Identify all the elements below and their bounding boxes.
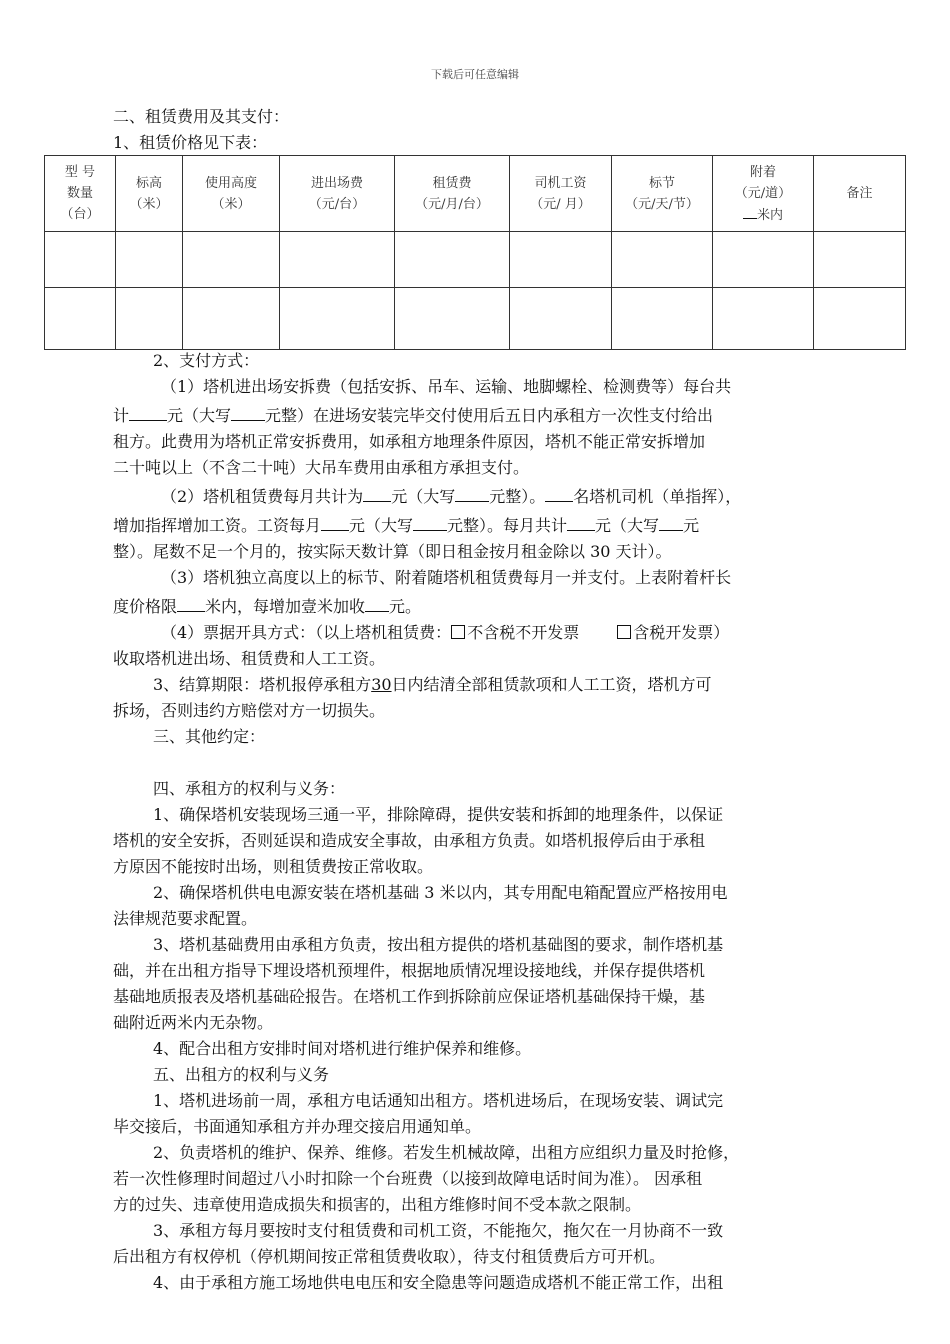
- paragraph: 2、确保塔机供电电源安装在塔机基础 3 米以内，其专用配电箱配置应严格按用电: [153, 883, 728, 902]
- checkbox-with-tax[interactable]: [617, 625, 631, 639]
- section-title: 四、承租方的权利与义务：: [153, 779, 346, 798]
- paragraph: 法律规范要求配置。: [113, 909, 258, 928]
- paragraph: 收取塔机进出场、租赁费和人工工资。: [113, 649, 386, 668]
- paragraph: 4、配合出租方安排时间对塔机进行维护保养和维修。: [153, 1039, 532, 1058]
- paragraph: 拆场，否则违约方赔偿对方一切损失。: [113, 701, 386, 720]
- payment-title: 2、支付方式：: [153, 351, 260, 370]
- paragraph: 方原因不能按时出场，则租赁费按正常收取。: [113, 857, 434, 876]
- paragraph: 1、塔机进场前一周，承租方电话通知出租方。塔机进场后，在现场安装、调试完: [153, 1091, 724, 1110]
- paragraph: 3、结算期限：塔机报停承租方30日内结清全部租赁款项和人工工资，塔机方可: [153, 675, 712, 694]
- header-cell-note: 备注: [814, 156, 906, 232]
- paragraph: 二十吨以上（不含二十吨）大吊车费用由承租方承担支付。: [113, 458, 530, 477]
- paragraph: 后出租方有权停机（停机期间按正常租赁费收取），待支付租赁费后方可开机。: [113, 1247, 666, 1266]
- paragraph: 塔机的安全安拆，否则延误和造成安全事故，由承租方负责。如塔机报停后由于承租: [113, 831, 706, 850]
- paragraph: 4、由于承租方施工场地供电电压和安全隐患等问题造成塔机不能正常工作，出租: [153, 1273, 724, 1292]
- contract-page: [113, 104, 838, 156]
- paragraph: （4）票据开具方式：（以上塔机租赁费： 不含税不开发票 含税开发票）: [161, 623, 730, 642]
- paragraph: 计 元（大写 元整）在进场安装完毕交付使用后五日内承租方一次性支付给出: [113, 400, 838, 429]
- paragraph: （3）塔机独立高度以上的标节、附着随塔机租赁费每月一并支付。上表附着杆长: [161, 568, 732, 587]
- paragraph: 础附近两米内无杂物。: [113, 1013, 274, 1032]
- paragraph: 整）。尾数不足一个月的，按实际天数计算（即日租金按月租金除以 30 天计）。: [113, 542, 672, 561]
- page-header: 下载后可任意编辑: [431, 68, 519, 81]
- header-cell-rent: 租赁费 （元/月/台）: [395, 156, 510, 232]
- paragraph: 若一次性修理时间超过八小时扣除一个台班费（以接到故障电话时间为准）。 因承租: [113, 1169, 703, 1188]
- header-cell-inout-fee: 进出场费 （元/台）: [280, 156, 395, 232]
- section-title: 三、其他约定：: [153, 727, 266, 746]
- paragraph: 1、确保塔机安装现场三通一平，排除障碍，提供安装和拆卸的地理条件，以保证: [153, 805, 724, 824]
- table-row: [45, 288, 906, 350]
- rental-price-table: [44, 155, 906, 350]
- paragraph: （1）塔机进出场安拆费（包括安拆、吊车、运输、地脚螺栓、检测费等）每台共: [161, 377, 732, 396]
- table-header-row: [45, 156, 906, 232]
- section-title: 二、租赁费用及其支付：: [113, 107, 290, 126]
- header-cell-attachment: 附着 （元/道） 米内: [713, 156, 814, 232]
- paragraph: 础，并在出租方指导下埋设塔机预埋件，根据地质情况埋设接地线，并保存提供塔机: [113, 961, 706, 980]
- paragraph: （2）塔机租赁费每月共计为 元（大写 元整）。 名塔机司机（单指挥），: [113, 481, 838, 510]
- header-cell-height: 标高 （米）: [116, 156, 183, 232]
- paragraph: 基础地质报表及塔机基础砼报告。在塔机工作到拆除前应保证塔机基础保持干燥，基: [113, 987, 706, 1006]
- header-cell-section: 标节 （元/天/节）: [612, 156, 713, 232]
- paragraph: 租方。此费用为塔机正常安拆费用，如承租方地理条件原因，塔机不能正常安拆增加: [113, 432, 706, 451]
- header-cell-model: 型 号 数量 （台）: [45, 156, 116, 232]
- paragraph: 毕交接后，书面通知承租方并办理交接启用通知单。: [113, 1117, 482, 1136]
- subsection-title: 1、租赁价格见下表：: [113, 133, 268, 152]
- header-cell-use-height: 使用高度 （米）: [183, 156, 280, 232]
- section-title: 五、出租方的权利与义务: [153, 1065, 330, 1084]
- paragraph: 3、承租方每月要按时支付租赁费和司机工资，不能拖欠，拖欠在一月协商不一致: [153, 1221, 724, 1240]
- paragraph: 2、负责塔机的维护、保养、维修。若发生机械故障，出租方应组织力量及时抢修，: [153, 1143, 740, 1162]
- paragraph: 3、塔机基础费用由承租方负责，按出租方提供的塔机基础图的要求，制作塔机基: [153, 935, 724, 954]
- checkbox-no-tax[interactable]: [451, 625, 465, 639]
- paragraph: 增加指挥增加工资。工资每月 元（大写 元整）。每月共计 元（大写 元: [113, 510, 838, 539]
- paragraph: 度价格限 米内，每增加壹米加收 元。: [113, 591, 838, 620]
- header-cell-driver-wage: 司机工资 （元/ 月）: [510, 156, 612, 232]
- paragraph: 方的过失、违章使用造成损失和损害的，出租方维修时间不受本款之限制。: [113, 1195, 642, 1214]
- contract-body: [113, 348, 838, 1296]
- table-row: [45, 232, 906, 288]
